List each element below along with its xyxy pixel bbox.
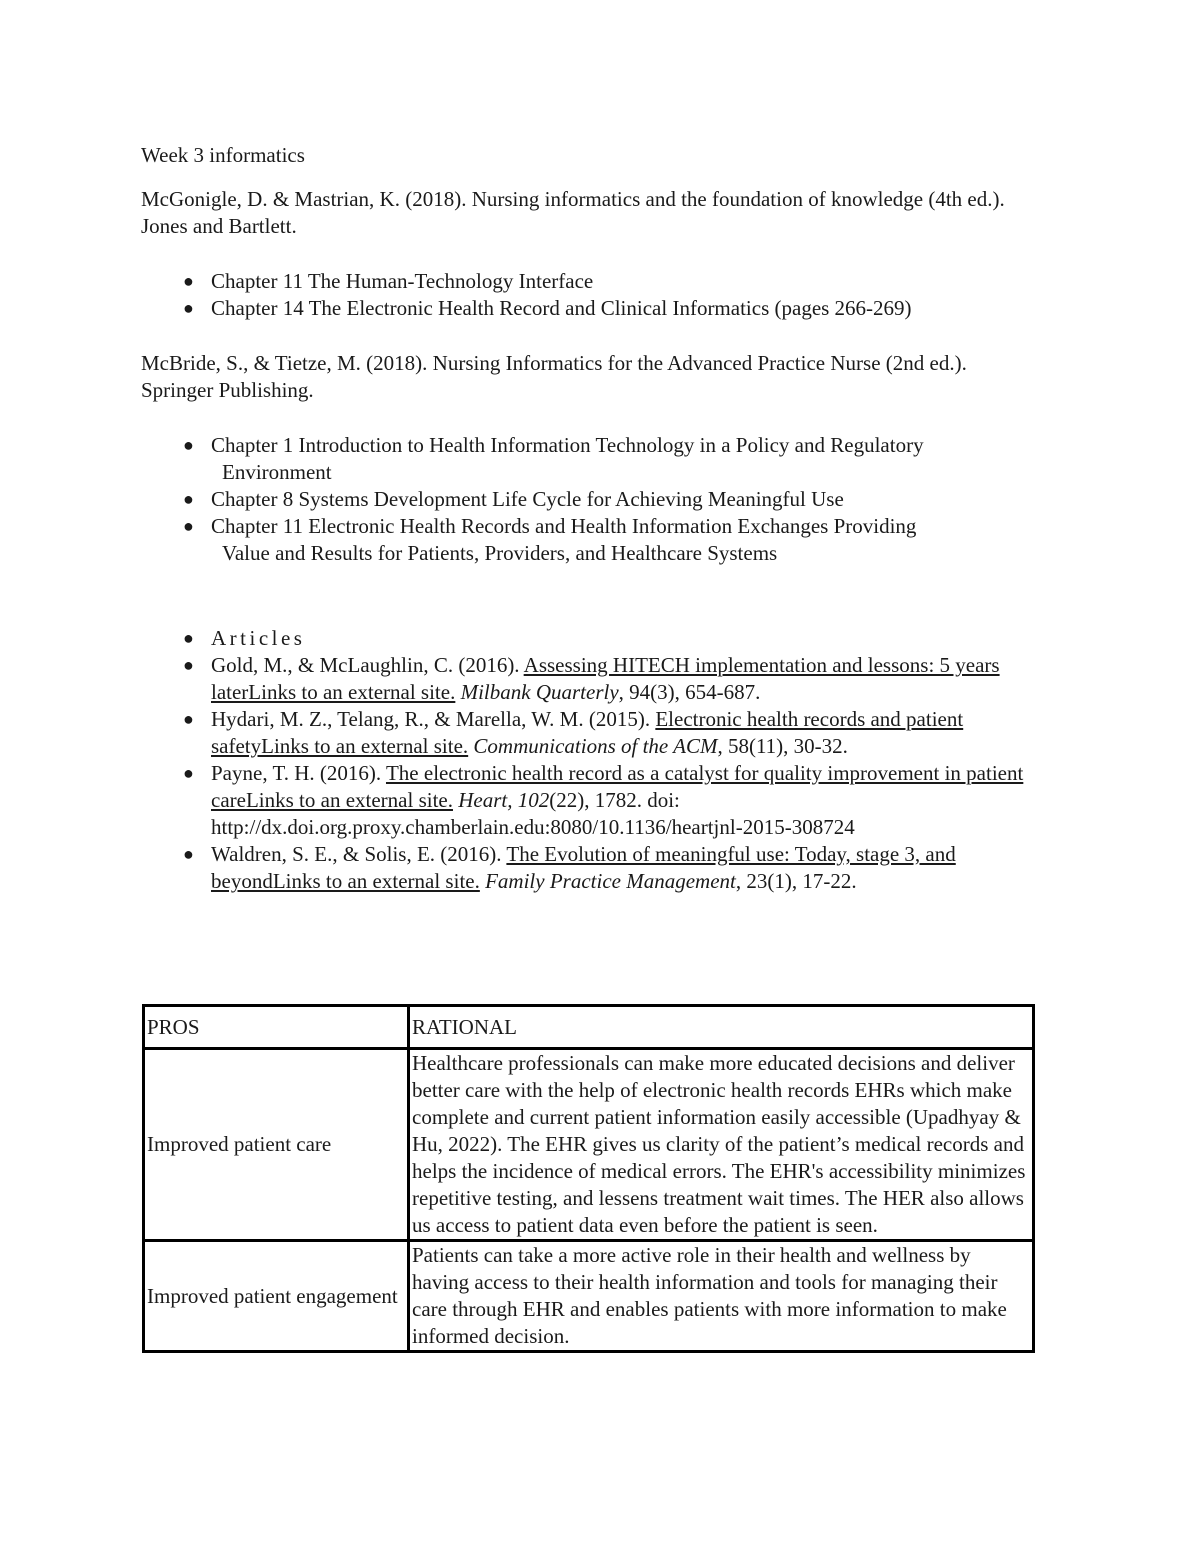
bullet-icon: ● — [183, 489, 194, 509]
articles-heading: Articles — [211, 626, 306, 650]
chapter-line: Chapter 8 Systems Development Life Cycle for Achieving Meaningful Use — [211, 487, 844, 511]
article-link[interactable]: The electronic health record as a catalyst for quality improvement in patient careLinks to an external site. — [211, 761, 1024, 812]
article-journal: Family Practice Management — [485, 869, 736, 893]
article-authors: Gold, M., & McLaughlin, C. (2016). — [211, 653, 524, 677]
article-citation: , 94(3), 654-687. — [618, 680, 761, 704]
table-header-cell: PROS — [144, 1006, 409, 1049]
bullet-icon: ● — [183, 271, 194, 291]
table-row — [144, 1049, 1034, 1241]
bullet-icon: ● — [183, 709, 194, 729]
bullet-icon: ● — [183, 763, 194, 783]
article-citation: (22), 1782. doi: http://dx.doi.org.proxy.chamberlain.edu:8080/10.1136/heartjnl-2015-308724 — [211, 788, 855, 839]
document-title: Week 3 informatics — [141, 143, 305, 167]
bullet-icon: ● — [183, 844, 194, 864]
table-cell-rational: Patients can take a more active role in their health and wellness by having access to their health information and tools for managing their care through EHR and enables patients with more information to make informed decision. — [412, 1243, 1007, 1348]
bullet-icon: ● — [183, 628, 194, 648]
article-journal: Communications of the ACM — [473, 734, 718, 758]
reference-mcbride: McBride, S., & Tietze, M. (2018). Nursing Informatics for the Advanced Practice Nurse (2nd ed.). Springer Publishing. — [141, 351, 967, 402]
article-authors: Waldren, S. E., & Solis, E. (2016). — [211, 842, 507, 866]
table-cell-rational: Healthcare professionals can make more educated decisions and deliver better care with the help of electronic health records EHRs which make complete and current patient information easily accessible (Upadhyay & Hu, 2022). The EHR gives us clarity of the patient’s medical records and helps the incidence of medical errors. The EHR's accessibility minimizes repetitive testing, and lessens treatment wait times. The HER also allows us access to patient data even before the patient is seen. — [409, 1049, 1034, 1241]
table-cell-pro: Improved patient care — [144, 1049, 409, 1241]
article-link[interactable]: Assessing HITECH implementation and lessons: 5 years laterLinks to an external site. — [211, 653, 1000, 704]
chapter-line: Chapter 1 Introduction to Health Information Technology in a Policy and Regulatory — [211, 433, 924, 457]
bullet-icon: ● — [183, 655, 194, 675]
article-journal: Milbank Quarterly — [460, 680, 619, 704]
article-link[interactable]: The Evolution of meaningful use: Today, stage 3, and beyondLinks to an external site. — [211, 842, 956, 893]
article-link[interactable]: Electronic health records and patient safetyLinks to an external site. — [211, 707, 964, 758]
reference-mcgonigle: McGonigle, D. & Mastrian, K. (2018). Nursing informatics and the foundation of knowledge (4th ed.). Jones and Bartlett. — [141, 187, 1005, 238]
bullet-icon: ● — [183, 435, 194, 455]
list-item: ● Chapter 14 The Electronic Health Record and Clinical Informatics (pages 266-269) — [183, 296, 912, 320]
article-journal: Heart, 102 — [458, 788, 550, 812]
table-row — [144, 1241, 1034, 1352]
article-item — [0, 652, 1061, 706]
article-item — [0, 841, 1061, 895]
list-item — [0, 432, 1061, 486]
article-item — [0, 706, 1061, 760]
bullet-icon: ● — [183, 298, 194, 318]
table-cell-pro: Improved patient engagement — [144, 1241, 409, 1352]
article-citation: , 58(11), 30-32. — [717, 734, 848, 758]
article-item — [0, 760, 1061, 841]
pros-table — [142, 1004, 1035, 1353]
article-citation: , 23(1), 17-22. — [735, 869, 857, 893]
article-authors: Payne, T. H. (2016). — [211, 761, 386, 785]
chapter-line-continued: Value and Results for Patients, Providers, and Healthcare Systems — [222, 541, 778, 565]
chapter-list-mcgonigle — [0, 268, 1061, 322]
bullet-icon: ● — [183, 516, 194, 536]
list-item: ● Chapter 11 The Human-Technology Interface — [183, 269, 594, 293]
articles-list — [0, 625, 1061, 895]
chapter-list-mcbride — [0, 432, 1061, 567]
chapter-line: Chapter 11 Electronic Health Records and Health Information Exchanges Providing — [211, 514, 917, 538]
list-item — [0, 486, 1061, 513]
chapter-line-continued: Environment — [222, 460, 332, 484]
table-header-row — [144, 1006, 1034, 1049]
table-header-cell: RATIONAL — [409, 1006, 1034, 1049]
list-item — [0, 625, 1061, 652]
list-item — [0, 513, 1061, 567]
article-authors: Hydari, M. Z., Telang, R., & Marella, W. M. (2015). — [211, 707, 656, 731]
